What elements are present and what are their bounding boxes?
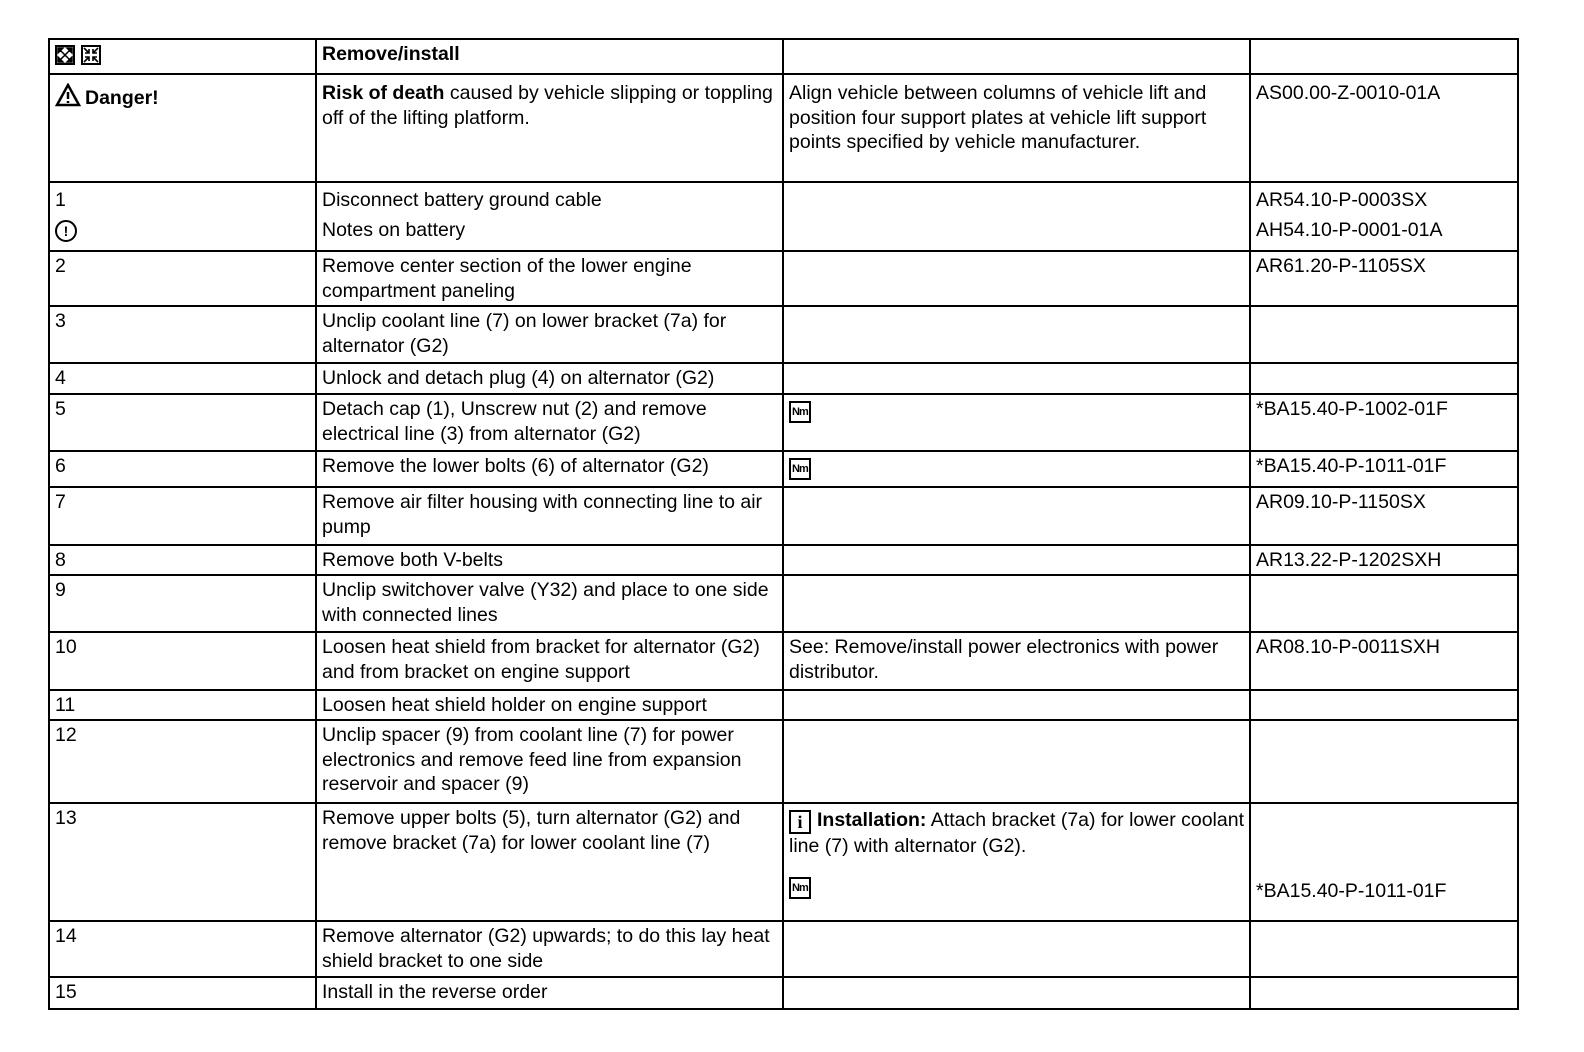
step-text: Remove center section of the lower engine compartment paneling: [316, 251, 783, 306]
step-note: [783, 251, 1250, 306]
step-row: [49, 977, 1518, 1009]
step-text: Unlock and detach plug (4) on alternator (G2): [316, 363, 783, 394]
step-text: Remove air filter housing with connecting line to air pump: [316, 487, 783, 545]
risk-title: Risk of death: [322, 82, 445, 104]
step-ref[interactable]: [1250, 306, 1518, 363]
step-row: [49, 545, 1518, 575]
step-number: 1: [55, 189, 66, 211]
step-text: Install in the reverse order: [316, 977, 783, 1009]
step-row: [49, 394, 1518, 451]
step-note: [783, 545, 1250, 575]
step-note: [783, 690, 1250, 720]
step-ref[interactable]: [1250, 575, 1518, 632]
step-note: [783, 575, 1250, 632]
step-number: 7: [49, 487, 316, 545]
step-text: Remove the lower bolts (6) of alternator (G2): [316, 451, 783, 487]
step-row: [49, 251, 1518, 306]
step-row: [49, 921, 1518, 977]
step-ref[interactable]: *BA15.40-P-1002-01F: [1250, 394, 1518, 451]
step-row: [49, 363, 1518, 394]
step-row: [49, 690, 1518, 720]
expand-icon[interactable]: [55, 45, 75, 65]
step-row: [49, 306, 1518, 363]
step-row: [49, 720, 1518, 803]
installation-text: Attach bracket (7a) for lower coolant line (7) with alternator (G2).: [789, 809, 1244, 857]
step-ref[interactable]: *BA15.40-P-1011-01F: [1250, 451, 1518, 487]
torque-icon: Nm: [789, 458, 811, 480]
step-text: Remove both V-belts: [316, 545, 783, 575]
step-ref[interactable]: AR08.10-P-0011SXH: [1250, 632, 1518, 690]
step-number: 4: [49, 363, 316, 394]
step-note: [783, 720, 1250, 803]
step-row: [49, 632, 1518, 690]
step-ref[interactable]: AR61.20-P-1105SX: [1250, 251, 1518, 306]
step-row: [49, 575, 1518, 632]
view-icons-cell: [49, 39, 316, 74]
risk-text: caused by vehicle slipping or toppling off of the lifting platform.: [322, 82, 773, 129]
step-number: 12: [49, 720, 316, 803]
installation-label: Installation:: [817, 809, 927, 831]
step-text: Unclip spacer (9) from coolant line (7) for power electronics and remove feed line from expansion reservoir and spacer (9): [316, 720, 783, 803]
step-text: Loosen heat shield holder on engine support: [316, 690, 783, 720]
step-text: Unclip switchover valve (Y32) and place to one side with connected lines: [316, 575, 783, 632]
battery-note-icon: !: [55, 220, 77, 242]
step-row: [49, 487, 1518, 545]
step-row: [49, 182, 1518, 251]
step-number: 8: [49, 545, 316, 575]
procedure-table: [48, 38, 1519, 1010]
step-row: [49, 803, 1518, 921]
danger-instruction: Align vehicle between columns of vehicle lift and position four support plates at vehicle lift support points specified by vehicle manufacturer.: [783, 74, 1250, 182]
step-text: Detach cap (1), Unscrew nut (2) and remove electrical line (3) from alternator (G2): [316, 394, 783, 451]
step-ref[interactable]: [1250, 363, 1518, 394]
header-title: Remove/install: [316, 39, 783, 74]
step-ref[interactable]: [1250, 720, 1518, 803]
danger-ref[interactable]: AS00.00-Z-0010-01A: [1250, 74, 1518, 182]
danger-row: [49, 74, 1518, 182]
collapse-icon[interactable]: [81, 45, 101, 65]
step-ref[interactable]: AR13.22-P-1202SXH: [1250, 545, 1518, 575]
step-ref[interactable]: AR54.10-P-0003SX: [1256, 189, 1428, 211]
header-row: [49, 39, 1518, 74]
step-ref[interactable]: [1250, 690, 1518, 720]
step-number: 13: [49, 803, 316, 921]
step-number: 15: [49, 977, 316, 1009]
torque-icon: Nm: [789, 401, 811, 423]
info-icon: i: [789, 810, 811, 834]
step-text: Remove upper bolts (5), turn alternator (G2) and remove bracket (7a) for lower coolant line (7): [316, 803, 783, 921]
step-note: [783, 306, 1250, 363]
step-number: 2: [49, 251, 316, 306]
danger-label: Danger!: [85, 87, 159, 109]
note-ref[interactable]: AH54.10-P-0001-01A: [1256, 219, 1443, 241]
note-text: Notes on battery: [322, 219, 466, 241]
step-note: [783, 487, 1250, 545]
step-number: 6: [49, 451, 316, 487]
torque-icon: Nm: [789, 877, 811, 899]
step-note: [783, 363, 1250, 394]
step-number: 9: [49, 575, 316, 632]
step-ref[interactable]: AR09.10-P-1150SX: [1250, 487, 1518, 545]
step-number: 5: [49, 394, 316, 451]
step-text: Disconnect battery ground cable: [322, 189, 602, 211]
warning-triangle-icon: [55, 83, 81, 114]
step-text: Unclip coolant line (7) on lower bracket (7a) for alternator (G2): [316, 306, 783, 363]
step-number: 11: [49, 690, 316, 720]
step-note: See: Remove/install power electronics with power distributor.: [783, 632, 1250, 690]
step-number: 14: [49, 921, 316, 977]
step-number: 10: [49, 632, 316, 690]
step-text: Remove alternator (G2) upwards; to do this lay heat shield bracket to one side: [316, 921, 783, 977]
step-ref[interactable]: *BA15.40-P-1011-01F: [1256, 880, 1447, 902]
step-number: 3: [49, 306, 316, 363]
step-row: [49, 451, 1518, 487]
step-text: Loosen heat shield from bracket for alternator (G2) and from bracket on engine support: [316, 632, 783, 690]
